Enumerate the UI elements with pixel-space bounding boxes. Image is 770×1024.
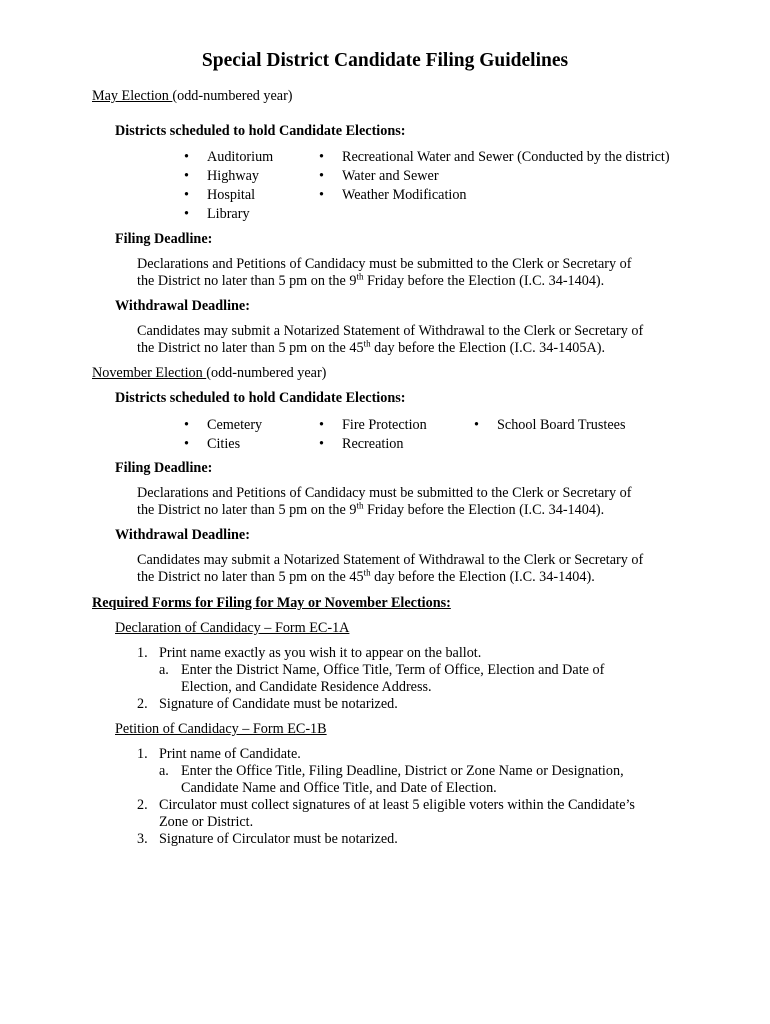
may-filing-text-line1: Declarations and Petitions of Candidacy must be submitted to the Clerk or Secretary of [137, 256, 632, 272]
may-withdrawal-text-line2: the District no later than 5 pm on the 45th day before the Election (I.C. 34-1405A). [137, 338, 605, 356]
bullet-icon: • [319, 417, 324, 433]
november-election-suffix: (odd-numbered year) [206, 365, 327, 381]
declaration-item-1a-num: a. [159, 662, 169, 678]
may-withdrawal-text-line1: Candidates may submit a Notarized Statement of Withdrawal to the Clerk or Secretary of [137, 323, 644, 339]
may-districts-col2 [318, 148, 670, 205]
may-withdrawal-label: Withdrawal Deadline: [115, 298, 250, 314]
may-districts-col1 [183, 148, 273, 224]
bullet-icon: • [319, 168, 324, 184]
may-filing-text-line2: the District no later than 5 pm on the 9th Friday before the Election (I.C. 34-1404). [137, 271, 605, 289]
petition-item-1: Print name of Candidate. [159, 746, 301, 762]
declaration-form-title: Declaration of Candidacy – Form EC-1A [115, 620, 350, 636]
petition-form-title: Petition of Candidacy – Form EC-1B [115, 721, 327, 737]
petition-item-2-line1: Circulator must collect signatures of at least 5 eligible voters within the Candidate’s [159, 797, 635, 813]
petition-item-1a-line2: Candidate Name and Office Title, and Date of Election. [181, 780, 497, 796]
petition-item-3-num: 3. [137, 831, 148, 847]
list-item: • Auditorium [184, 149, 274, 165]
list-item: • Cities [184, 436, 241, 452]
list-item: • Weather Modification [319, 187, 467, 203]
list-item: • Library [184, 206, 250, 222]
bullet-icon: • [184, 187, 189, 203]
november-districts-col2 [318, 416, 427, 454]
required-forms-heading: Required Forms for Filing for May or November Elections: [92, 595, 451, 611]
bullet-icon: • [319, 187, 324, 203]
bullet-icon: • [184, 417, 189, 433]
november-withdrawal-text-line2: the District no later than 5 pm on the 45th day before the Election (I.C. 34-1404). [137, 567, 595, 585]
petition-item-3: Signature of Circulator must be notarized. [159, 831, 398, 847]
november-election-heading [92, 365, 326, 383]
petition-item-1a-line1: Enter the Office Title, Filing Deadline, District or Zone Name or Designation, [181, 763, 624, 779]
declaration-item-1-num: 1. [137, 645, 148, 661]
list-item: • Cemetery [184, 417, 263, 433]
november-districts-label: Districts scheduled to hold Candidate Elections: [115, 390, 406, 406]
november-filing-label: Filing Deadline: [115, 460, 213, 476]
november-withdrawal-label: Withdrawal Deadline: [115, 527, 250, 543]
declaration-item-2: Signature of Candidate must be notarized. [159, 696, 398, 712]
bullet-icon: • [474, 417, 479, 433]
november-filing-text-line2: the District no later than 5 pm on the 9th Friday before the Election (I.C. 34-1404). [137, 500, 605, 518]
declaration-item-1: Print name exactly as you wish it to appear on the ballot. [159, 645, 482, 661]
petition-item-2-num: 2. [137, 797, 148, 813]
bullet-icon: • [319, 149, 324, 165]
list-item: • Recreation [319, 436, 404, 452]
list-item: • Fire Protection [319, 417, 427, 433]
november-filing-text-line1: Declarations and Petitions of Candidacy must be submitted to the Clerk or Secretary of [137, 485, 632, 501]
may-districts-label: Districts scheduled to hold Candidate Elections: [115, 123, 406, 139]
bullet-icon: • [184, 168, 189, 184]
november-districts-col3 [473, 416, 625, 435]
declaration-item-1a-line1: Enter the District Name, Office Title, Term of Office, Election and Date of [181, 662, 605, 678]
bullet-icon: • [184, 149, 189, 165]
petition-item-2-line2: Zone or District. [159, 814, 254, 830]
may-election-label: May Election [92, 88, 173, 104]
declaration-item-1a-line2: Election, and Candidate Residence Address. [181, 679, 432, 695]
bullet-icon: • [184, 206, 189, 222]
may-election-suffix: (odd-numbered year) [172, 88, 293, 104]
petition-item-1-num: 1. [137, 746, 148, 762]
list-item: • School Board Trustees [474, 417, 626, 433]
november-withdrawal-text-line1: Candidates may submit a Notarized Statement of Withdrawal to the Clerk or Secretary of [137, 552, 644, 568]
petition-item-1a-num: a. [159, 763, 169, 779]
list-item: • Water and Sewer [319, 168, 439, 184]
may-filing-label: Filing Deadline: [115, 231, 213, 247]
november-election-label: November Election [92, 365, 207, 381]
bullet-icon: • [319, 436, 324, 452]
page-title: Special District Candidate Filing Guidelines [201, 50, 569, 71]
list-item: • Highway [184, 168, 260, 184]
may-election-heading [92, 88, 293, 106]
list-item: • Hospital [184, 187, 256, 203]
november-districts-col1 [183, 416, 262, 454]
declaration-item-2-num: 2. [137, 696, 148, 712]
list-item: • Recreational Water and Sewer (Conducted by the district) [319, 149, 670, 165]
bullet-icon: • [184, 436, 189, 452]
